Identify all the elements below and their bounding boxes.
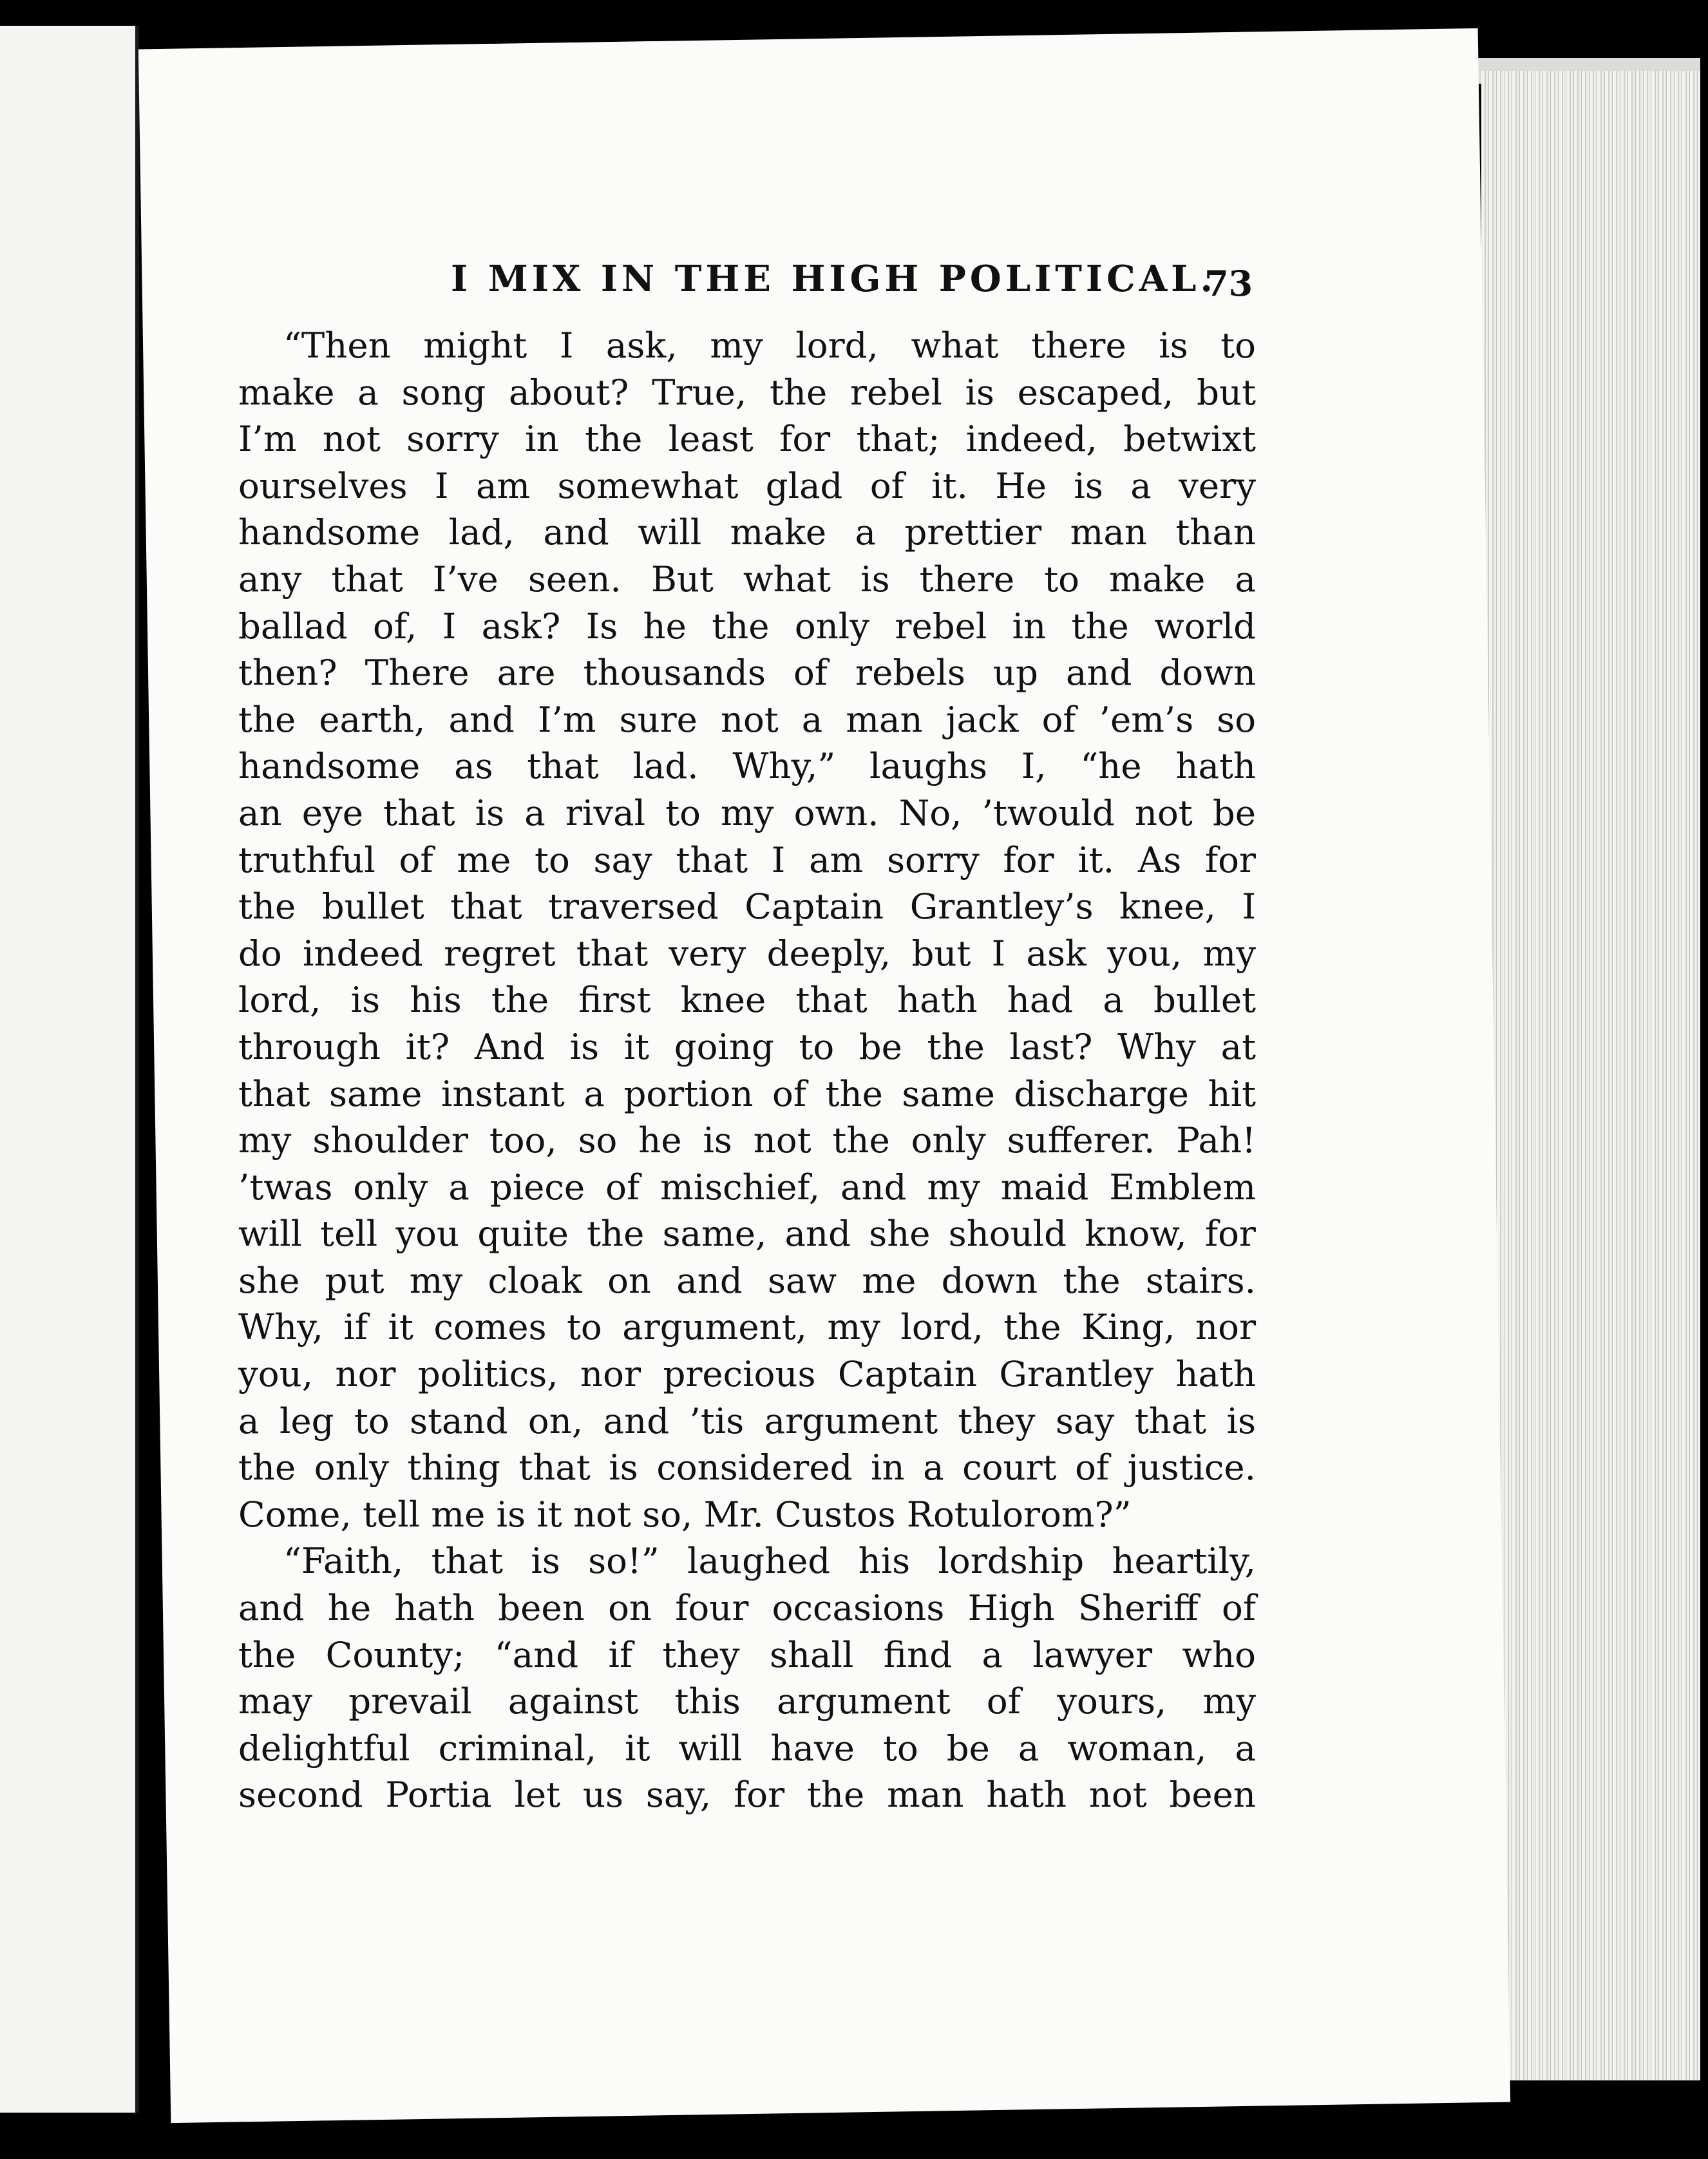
text-line: through it? And is it going to be the last? Why at (238, 1025, 1256, 1067)
text-line: an eye that is a rival to my own. No, ’twould not be (238, 792, 1256, 833)
left-page-edge (0, 26, 139, 2113)
text-line: the only thing that is considered in a court of justice. (238, 1447, 1256, 1488)
text-line: ’twas only a piece of mischief, and my maid Emblem (238, 1166, 1256, 1208)
text-line: may prevail against this argument of yours, my (238, 1680, 1256, 1722)
text-line: you, nor politics, nor precious Captain Grantley hath (238, 1353, 1256, 1395)
text-line: ourselves I am somewhat glad of it. He is a very (238, 464, 1256, 506)
text-line: handsome lad, and will make a prettier man than (238, 511, 1256, 553)
text-line: Why, if it comes to argument, my lord, the King, nor (238, 1306, 1256, 1348)
text-line: make a song about? True, the rebel is escaped, but (238, 371, 1256, 413)
running-head (303, 258, 1269, 309)
text-line: that same instant a portion of the same discharge hit (238, 1072, 1256, 1114)
text-line: any that I’ve seen. But what is there to make a (238, 558, 1256, 600)
running-head-title: I MIX IN THE HIGH POLITICAL. (451, 258, 1217, 300)
text-line: she put my cloak on and saw me down the stairs. (238, 1259, 1256, 1301)
text-line: second Portia let us say, for the man hath not been (238, 1774, 1256, 1816)
text-line: do indeed regret that very deeply, but I ask you, my (238, 932, 1256, 974)
text-line: my shoulder too, so he is not the only sufferer. Pah! (238, 1119, 1256, 1161)
text-line: delightful criminal, it will have to be a woman, a (238, 1727, 1256, 1769)
page-number: 73 (1204, 263, 1253, 304)
text-line: ballad of, I ask? Is he the only rebel in the world (238, 605, 1256, 647)
text-line: I’m not sorry in the least for that; indeed, betwixt (238, 418, 1256, 460)
body-text (238, 322, 1256, 1818)
text-line: “Faith, that is so!” laughed his lordship heartily, (283, 1540, 1256, 1582)
page-stack-edges (1481, 71, 1700, 2080)
text-line: the earth, and I’m sure not a man jack of ’em’s so (238, 698, 1256, 740)
text-line: Come, tell me is it not so, Mr. Custos Rotulorom?” (238, 1493, 1132, 1535)
text-line: truthful of me to say that I am sorry for it. As for (238, 839, 1256, 880)
text-line: and he hath been on four occasions High Sheriff of (238, 1587, 1256, 1629)
text-line: lord, is his the first knee that hath had a bullet (238, 979, 1256, 1021)
text-line: a leg to stand on, and ’tis argument they say that is (238, 1400, 1256, 1441)
text-line: the County; “and if they shall find a lawyer who (238, 1633, 1256, 1675)
text-line: will tell you quite the same, and she should know, for (238, 1213, 1256, 1255)
text-line: then? There are thousands of rebels up and down (238, 652, 1256, 694)
text-line: “Then might I ask, my lord, what there is to (283, 325, 1256, 366)
text-line: the bullet that traversed Captain Grantley’s knee, I (238, 886, 1256, 927)
text-line: handsome as that lad. Why,” laughs I, “he hath (238, 745, 1256, 787)
